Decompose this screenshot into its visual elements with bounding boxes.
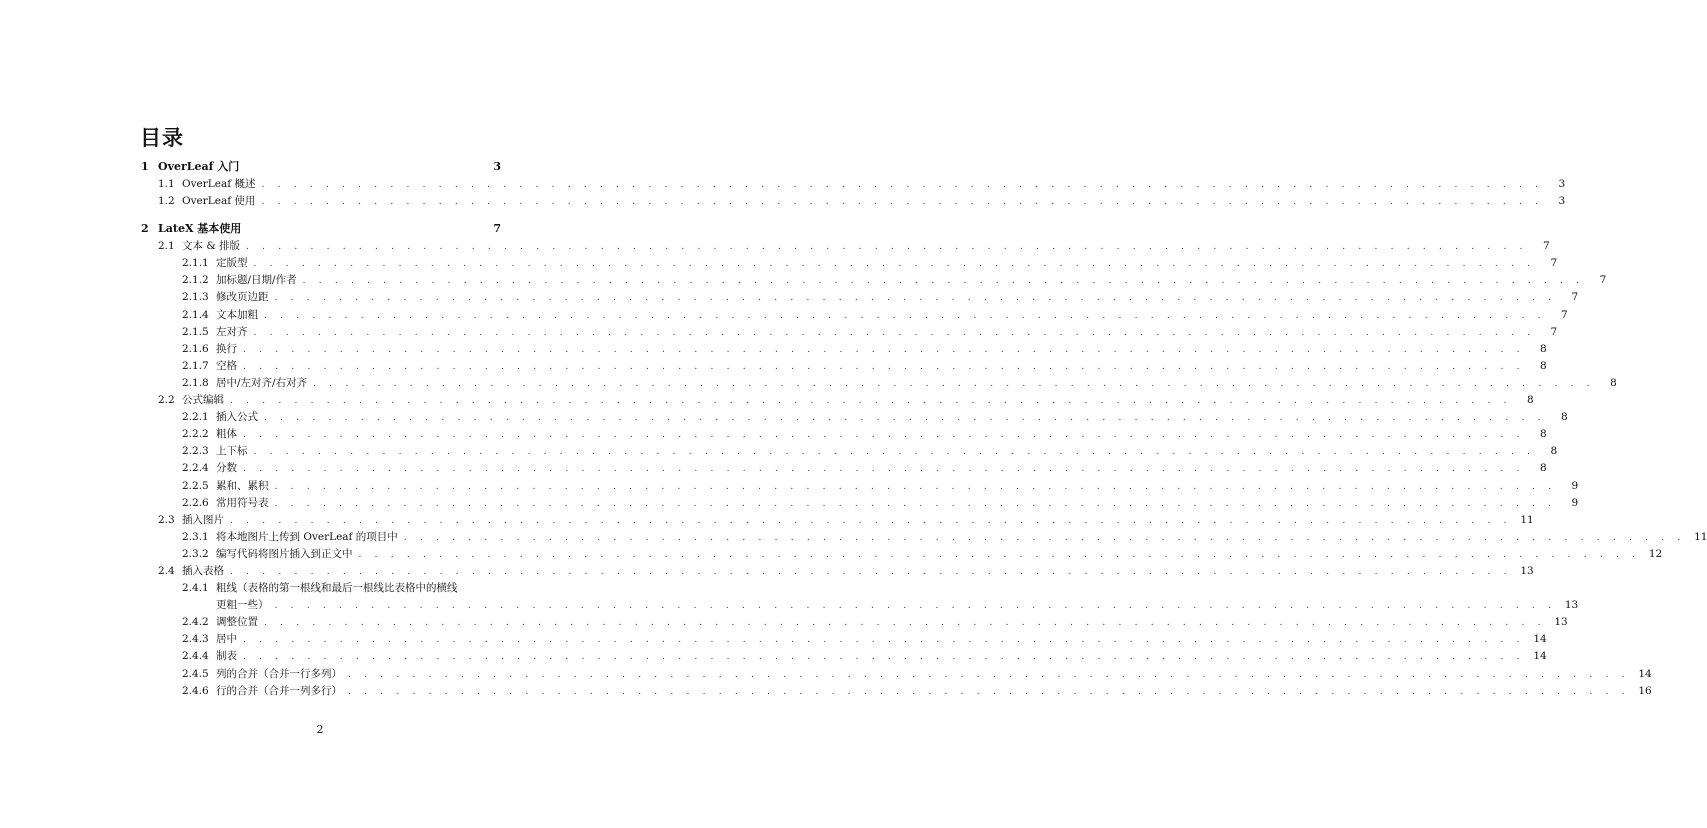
entry-title: 粗体 [216,428,237,441]
entry-page: 14 [1533,650,1547,663]
dot-leader: . . . . . . . . . . . . . . . . . . . . . . . . . . . . . . . . . . . . . . . . . . . . . . . . . . . . . . . . . . . . . . . . . . . . . . . . . . . . . . . . [243,430,1525,441]
entry-title: 插入公式 [216,411,258,424]
entry-title: OverLeaf 入门 [158,160,240,173]
entry-title: 分数 [216,462,237,475]
toc-entry[interactable] [141,272,1607,289]
entry-page: 7 [1550,257,1558,270]
toc-entry[interactable] [141,219,501,238]
dot-leader: . . . . . . . . . . . . . . . . . . . . . . . . . . . . . . . . . . . . . . . . . . . . . . . . . . . . . . . . . . . . . . . . . . . . . . . . . . . . . . . . [313,378,1595,389]
toc-heading: 目录 [140,125,184,150]
entry-page: 9 [1571,479,1579,492]
entry-number: 2.4.2 [182,616,209,629]
entry-title: 编写代码将图片插入到正文中 [216,547,353,560]
entry-number: 2.1 [158,240,175,253]
dot-leader: . . . . . . . . . . . . . . . . . . . . . . . . . . . . . . . . . . . . . . . . . . . . . . . . . . . . . . . . . . . . . . . . . . . . . . . . . . . . . . . . [358,549,1641,560]
entry-title: 行的合并（合并一列多行） [216,684,342,697]
dot-leader: . . . . . . . . . . . . . . . . . . . . . . . . . . . . . . . . . . . . . . . . . . . . . . . . . . . . . . . . . . . . . . . . . . . . . . . . . . . . . . . . [348,669,1630,680]
entry-number: 2.1.8 [182,376,209,389]
toc-entry[interactable] [141,392,1534,409]
entry-number: 2.1.5 [182,325,209,338]
toc-entry[interactable] [141,176,1566,193]
entry-number: 2.1.7 [182,359,209,372]
entry-page: 7 [493,222,501,236]
toc-entry[interactable] [141,255,1558,272]
entry-page: 14 [1638,667,1652,680]
entry-number: 2.4.1 [182,582,209,595]
entry-page: 13 [1520,564,1534,577]
entry-page: 8 [1540,462,1547,475]
dot-leader: . . . . . . . . . . . . . . . . . . . . . . . . . . . . . . . . . . . . . . . . . . . . . . . . . . . . . . . . . . . . . . . . . . . . . . . . . . . . . . . . [230,515,1512,526]
entry-title: OverLeaf 概述 [182,178,256,190]
toc-entry[interactable] [141,460,1547,477]
entry-page: 8 [1610,376,1617,389]
toc-entry[interactable] [141,631,1547,648]
toc-entry[interactable] [141,648,1547,665]
entry-page: 13 [1554,616,1568,629]
toc-entry[interactable] [141,563,1534,580]
entry-page: 13 [1564,599,1579,612]
dot-leader: . . . . . . . . . . . . . . . . . . . . . . . . . . . . . . . . . . . . . . . . . . . . . . . . . . . . . . . . . . . . . . . . . . . . . . . . . . . . . . . . [274,293,1557,304]
dot-leader: . . . . . . . . . . . . . . . . . . . . . . . . . . . . . . . . . . . . . . . . . . . . . . . . . . . . . . . . . . . . . . . . . . . . . . . . . . . . . . . . [230,396,1512,407]
entry-title: 将本地图片上传到 OverLeaf 的项目中 [216,530,398,543]
toc-entry[interactable] [141,580,501,597]
entry-page: 8 [1527,394,1534,407]
entry-title: 累和、累积 [216,479,269,492]
entry-title: 公式编辑 [182,394,224,407]
entry-title: 上下标 [216,445,248,458]
toc-entry[interactable] [141,375,1617,392]
entry-title-continued: 更粗一些） [216,599,269,612]
entry-title: 粗线（表格的第一根线和最后一根线比表格中的横线 [216,582,458,595]
entry-page: 9 [1571,496,1579,509]
entry-number: 2.4.6 [182,684,209,697]
entry-number: 2.4 [158,564,175,577]
dot-leader: . . . . . . . . . . . . . . . . . . . . . . . . . . . . . . . . . . . . . . . . . . . . . . . . . . . . . . . . . . . . . . . . . . . . . . . . . . . . . . . . [302,276,1585,287]
dot-leader: . . . . . . . . . . . . . . . . . . . . . . . . . . . . . . . . . . . . . . . . . . . . . . . . . . . . . . . . . . . . . . . . . . . . . . . . . . . . . . . . [274,498,1557,509]
entry-number: 2.2.2 [182,428,209,441]
entry-title: 插入表格 [182,564,224,577]
entry-number: 2.3.2 [182,547,209,560]
entry-number: 2.1.3 [182,291,209,304]
toc-entry[interactable] [141,614,1568,631]
dot-leader: . . . . . . . . . . . . . . . . . . . . . . . . . . . . . . . . . . . . . . . . . . . . . . . . . . . . . . . . . . . . . . . . . . . . . . . . . . . . . . . . [348,686,1630,697]
entry-title: 修改页边距 [216,291,269,304]
entry-number: 2.1.6 [182,342,209,355]
dot-leader: . . . . . . . . . . . . . . . . . . . . . . . . . . . . . . . . . . . . . . . . . . . . . . . . . . . . . . . . . . . . . . . . . . . . . . . . . . . . . . . . [253,259,1536,270]
entry-number: 2.2.4 [182,462,209,475]
toc-entry[interactable] [141,193,1566,210]
dot-leader: . . . . . . . . . . . . . . . . . . . . . . . . . . . . . . . . . . . . . . . . . . . . . . . . . . . . . . . . . . . . . . . . . . . . . . . . . . . . . . . . [261,180,1544,190]
toc-entry[interactable] [141,307,1568,324]
dot-leader: . . . . . . . . . . . . . . . . . . . . . . . . . . . . . . . . . . . . . . . . . . . . . . . . . . . . . . . . . . . . . . . . . . . . . . . . . . . . . . . . [253,447,1536,458]
dot-leader: . . . . . . . . . . . . . . . . . . . . . . . . . . . . . . . . . . . . . . . . . . . . . . . . . . . . . . . . . . . . . . . . . . . . . . . . . . . . . . . . [243,464,1525,475]
entry-title: 加标题/日期/作者 [216,274,297,287]
entry-title: LateX 基本使用 [158,222,242,236]
toc-entry-continuation[interactable] [141,597,1579,614]
entry-title: 列的合并（合并一行多列） [216,667,342,680]
toc-entry[interactable] [141,426,1547,443]
entry-page: 7 [1571,291,1579,304]
entry-title: 文本加粗 [216,308,258,321]
entry-title: 换行 [216,342,237,355]
entry-number: 2.2.6 [182,496,209,509]
dot-leader: . . . . . . . . . . . . . . . . . . . . . . . . . . . . . . . . . . . . . . . . . . . . . . . . . . . . . . . . . . . . . . . . . . . . . . . . . . . . . . . . [274,481,1557,492]
entry-title: 常用符号表 [216,496,269,509]
entry-page: 16 [1638,684,1652,697]
entry-number: 2 [141,222,149,236]
entry-title: 居中/左对齐/右对齐 [216,376,308,389]
entry-number: 2.1.4 [182,308,209,321]
entry-title: 左对齐 [216,325,248,338]
entry-page: 8 [1540,428,1547,441]
dot-leader: . . . . . . . . . . . . . . . . . . . . . . . . . . . . . . . . . . . . . . . . . . . . . . . . . . . . . . . . . . . . . . . . . . . . . . . . . . . . . . . . [274,601,1557,612]
toc-entry[interactable] [141,478,1579,495]
entry-title: 插入图片 [182,513,224,526]
entry-title: 文本 & 排版 [182,240,241,253]
toc-entry[interactable] [141,666,1652,683]
entry-page: 8 [1561,411,1568,424]
dot-leader: . . . . . . . . . . . . . . . . . . . . . . . . . . . . . . . . . . . . . . . . . . . . . . . . . . . . . . . . . . . . . . . . . . . . . . . . . . . . . . . . [261,197,1544,208]
entry-title: 空格 [216,359,237,372]
dot-leader: . . . . . . . . . . . . . . . . . . . . . . . . . . . . . . . . . . . . . . . . . . . . . . . . . . . . . . . . . . . . . . . . . . . . . . . . . . . . . . . . [246,242,1528,253]
entry-title: 定版型 [216,257,248,270]
toc-entry[interactable] [141,529,1707,546]
entry-number: 2.4.4 [182,650,209,663]
dot-leader: . . . . . . . . . . . . . . . . . . . . . . . . . . . . . . . . . . . . . . . . . . . . . . . . . . . . . . . . . . . . . . . . . . . . . . . . . . . . . . . . [230,566,1512,577]
entry-page: 11 [1694,530,1707,543]
page-number: 2 [316,723,324,736]
entry-page: 8 [1540,359,1547,372]
toc-entry[interactable] [141,409,1568,426]
entry-page: 11 [1520,513,1534,526]
entry-page: 3 [493,160,501,173]
entry-number: 2.4.5 [182,667,209,680]
entry-page: 14 [1533,633,1547,646]
toc-entry[interactable] [141,157,501,176]
dot-leader: . . . . . . . . . . . . . . . . . . . . . . . . . . . . . . . . . . . . . . . . . . . . . . . . . . . . . . . . . . . . . . . . . . . . . . . . . . . . . . . . [243,361,1525,372]
entry-number: 2.2.1 [182,411,209,424]
entry-page: 12 [1648,547,1663,560]
entry-number: 2.4.3 [182,633,209,646]
entry-number: 2.2.5 [182,479,209,492]
entry-title: OverLeaf 使用 [182,195,256,208]
dot-leader: . . . . . . . . . . . . . . . . . . . . . . . . . . . . . . . . . . . . . . . . . . . . . . . . . . . . . . . . . . . . . . . . . . . . . . . . . . . . . . . . [264,618,1546,629]
toc-entry[interactable] [141,324,1558,341]
entry-title: 制表 [216,650,237,663]
dot-leader: . . . . . . . . . . . . . . . . . . . . . . . . . . . . . . . . . . . . . . . . . . . . . . . . . . . . . . . . . . . . . . . . . . . . . . . . . . . . . . . . [243,635,1525,646]
entry-page: 3 [1558,178,1566,190]
entry-number: 1.2 [158,195,175,208]
dot-leader: . . . . . . . . . . . . . . . . . . . . . . . . . . . . . . . . . . . . . . . . . . . . . . . . . . . . . . . . . . . . . . . . . . . . . . . . . . . . . . . . [264,310,1546,321]
entry-number: 1.1 [158,178,175,190]
entry-page: 3 [1558,195,1566,208]
dot-leader: . . . . . . . . . . . . . . . . . . . . . . . . . . . . . . . . . . . . . . . . . . . . . . . . . . . . . . . . . . . . . . . . . . . . . . . . . . . . . . . . [264,413,1546,424]
toc-entry[interactable] [141,238,1550,255]
entry-page: 8 [1540,342,1547,355]
entry-title: 调整位置 [216,616,258,629]
toc-entry[interactable] [141,546,1663,563]
entry-page: 8 [1550,445,1558,458]
entry-number: 2.1.2 [182,274,209,287]
entry-page: 7 [1543,240,1550,253]
toc-entry[interactable] [141,443,1558,460]
entry-number: 2.3.1 [182,530,209,543]
entry-number: 2.1.1 [182,257,209,270]
entry-page: 7 [1561,308,1568,321]
toc-entry[interactable] [141,512,1534,529]
toc-entry[interactable] [141,341,1547,358]
entry-page: 7 [1599,274,1607,287]
entry-title: 居中 [216,633,237,646]
entry-number: 2.3 [158,513,175,526]
entry-number: 2.2 [158,394,175,407]
entry-number: 1 [141,160,149,173]
dot-leader: . . . . . . . . . . . . . . . . . . . . . . . . . . . . . . . . . . . . . . . . . . . . . . . . . . . . . . . . . . . . . . . . . . . . . . . . . . . . . . . . [243,344,1525,355]
toc-entry[interactable] [141,683,1652,700]
dot-leader: . . . . . . . . . . . . . . . . . . . . . . . . . . . . . . . . . . . . . . . . . . . . . . . . . . . . . . . . . . . . . . . . . . . . . . . . . . . . . . . . [403,532,1686,543]
dot-leader: . . . . . . . . . . . . . . . . . . . . . . . . . . . . . . . . . . . . . . . . . . . . . . . . . . . . . . . . . . . . . . . . . . . . . . . . . . . . . . . . [253,327,1536,338]
table-of-contents [141,157,1707,700]
dot-leader: . . . . . . . . . . . . . . . . . . . . . . . . . . . . . . . . . . . . . . . . . . . . . . . . . . . . . . . . . . . . . . . . . . . . . . . . . . . . . . . . [243,652,1525,663]
toc-entry[interactable] [141,289,1579,306]
entry-number: 2.2.3 [182,445,209,458]
toc-entry[interactable] [141,495,1579,512]
toc-entry[interactable] [141,358,1547,375]
entry-page: 7 [1550,325,1558,338]
